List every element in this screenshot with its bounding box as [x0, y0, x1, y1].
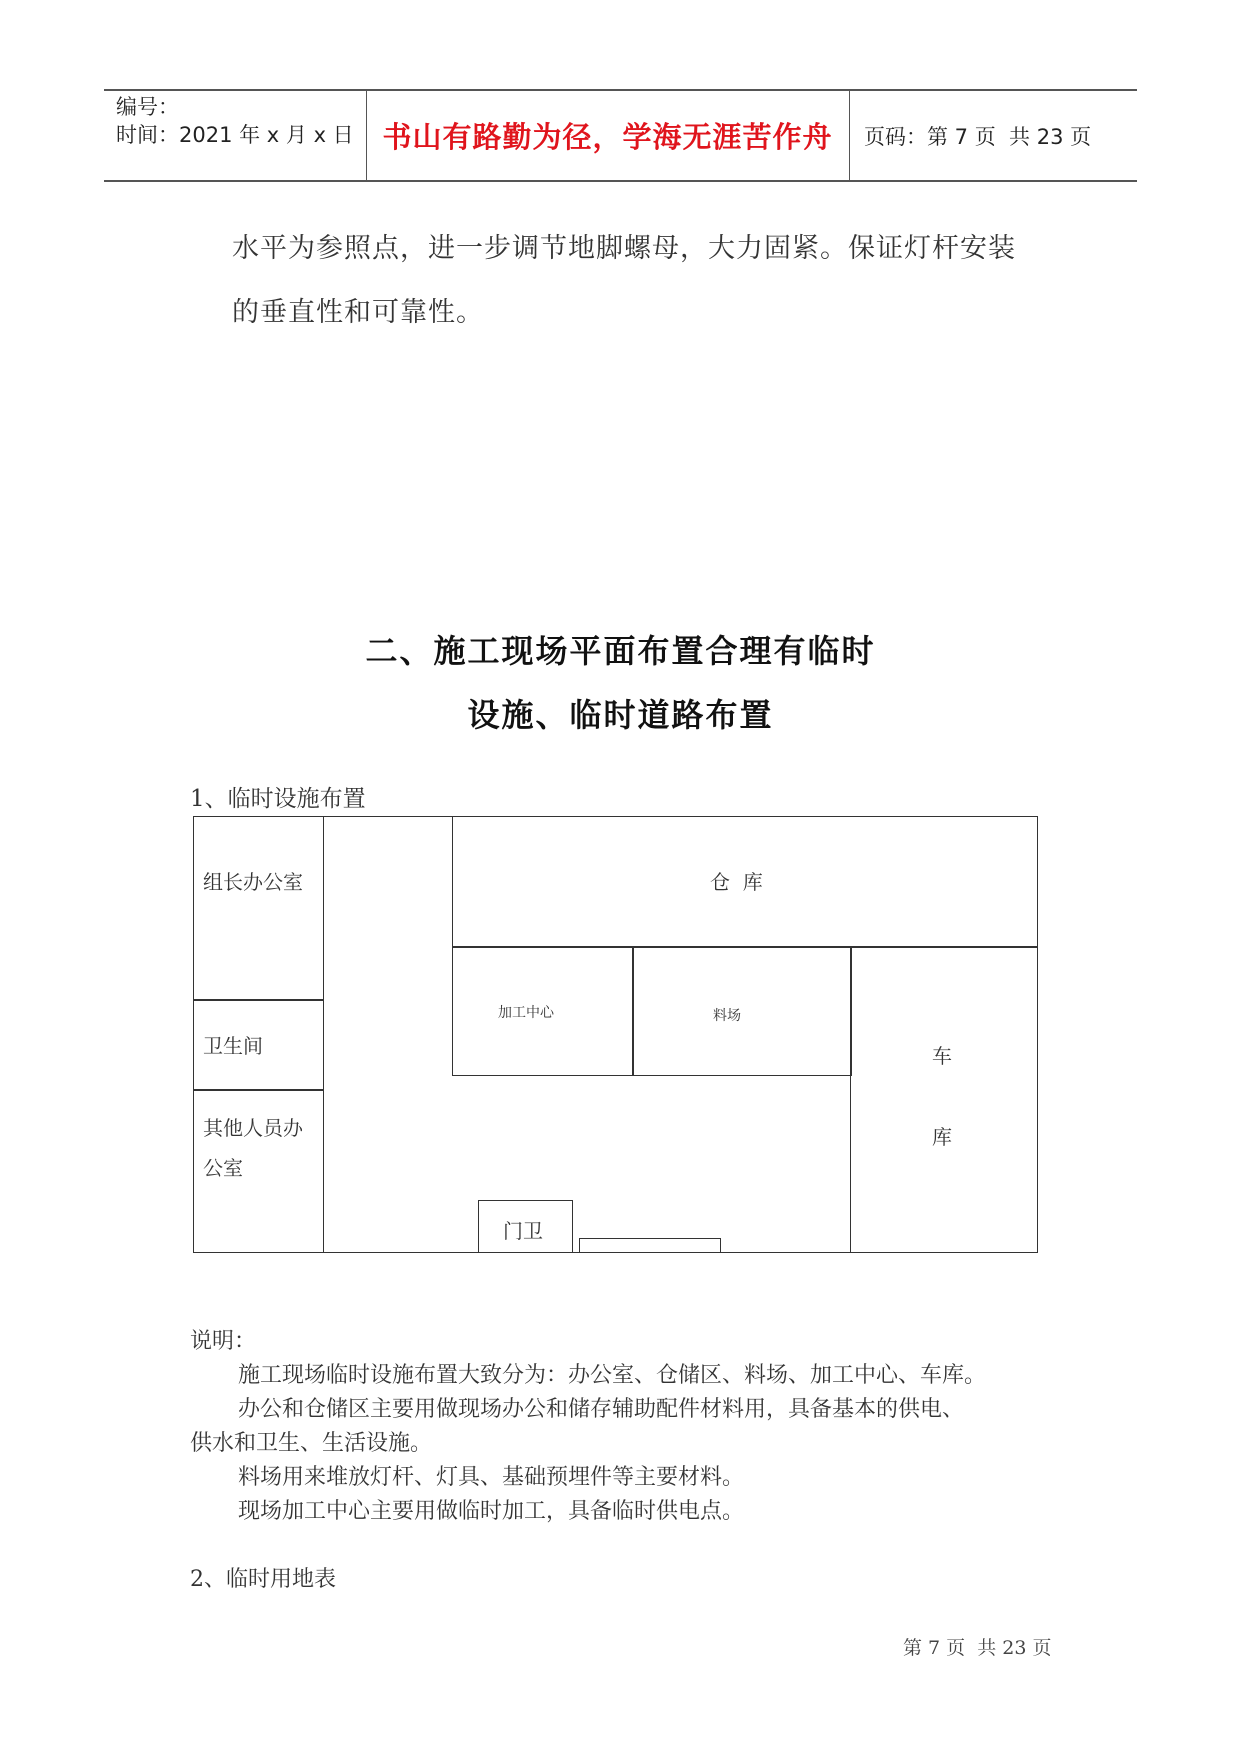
- notes-line: 办公和仓储区主要用做现场办公和储存辅助配件材料用，具备基本的供电、: [238, 1397, 965, 1422]
- section-heading: 设施、临时道路布置: [467, 696, 774, 734]
- warehouse-label: 仓 库: [710, 870, 763, 894]
- document-time-label: 时间：2021 年 x 月 x 日: [116, 123, 354, 147]
- gate-guard-booth: [478, 1200, 573, 1253]
- garage-label: 车: [932, 1044, 952, 1068]
- site-boundary: [193, 816, 1038, 1253]
- other-office-label: 公室: [203, 1156, 243, 1180]
- other-office-label: 其他人员办: [203, 1116, 303, 1140]
- other-office-room: [193, 1089, 324, 1253]
- page-footer: 第 7 页 共 23 页: [903, 1637, 1052, 1659]
- garage-area: [850, 946, 1038, 1253]
- processing-center-label: 加工中心: [498, 1005, 554, 1021]
- section-heading: 二、施工现场平面布置合理有临时: [365, 632, 876, 670]
- restroom-label: 卫生间: [203, 1034, 263, 1058]
- header-meta: [116, 93, 354, 149]
- subsection-title: 1、临时设施布置: [190, 786, 366, 812]
- notes-line: 现场加工中心主要用做临时加工，具备临时供电点。: [238, 1499, 745, 1524]
- garage-label: 库: [932, 1125, 952, 1149]
- subsection-title: 2、临时用地表: [190, 1567, 336, 1592]
- notes-line: 施工现场临时设施布置大致分为：办公室、仓储区、料场、加工中心、车库。: [238, 1363, 987, 1388]
- notes-title: 说明：: [190, 1329, 257, 1354]
- paragraph-line: 的垂直性和可靠性。: [232, 297, 484, 328]
- gate-guard-label: 门卫: [503, 1219, 543, 1243]
- office-leader-label: 组长办公室: [203, 870, 303, 894]
- document-header: [104, 89, 1137, 182]
- document-number-label: 编号：: [116, 95, 179, 119]
- header-divider: [849, 91, 850, 180]
- office-leader-room: [193, 816, 324, 1001]
- restroom-room: [193, 999, 324, 1091]
- site-gate: [579, 1238, 721, 1253]
- notes-line: 供水和卫生、生活设施。: [190, 1431, 433, 1456]
- material-yard-label: 料场: [713, 1008, 741, 1024]
- material-yard-area: [632, 946, 852, 1076]
- header-page-info: [864, 91, 1091, 180]
- header-page-info-text: 页码：第 7 页 共 23 页: [864, 124, 1092, 149]
- header-motto: 书山有路勤为径，学海无涯苦作舟: [382, 120, 833, 154]
- processing-center-area: [452, 946, 634, 1076]
- warehouse-area: [452, 816, 1038, 948]
- notes-line: 料场用来堆放灯杆、灯具、基础预埋件等主要材料。: [238, 1465, 745, 1490]
- paragraph-line: 水平为参照点，进一步调节地脚螺母，大力固紧。保证灯杆安装: [232, 233, 1016, 264]
